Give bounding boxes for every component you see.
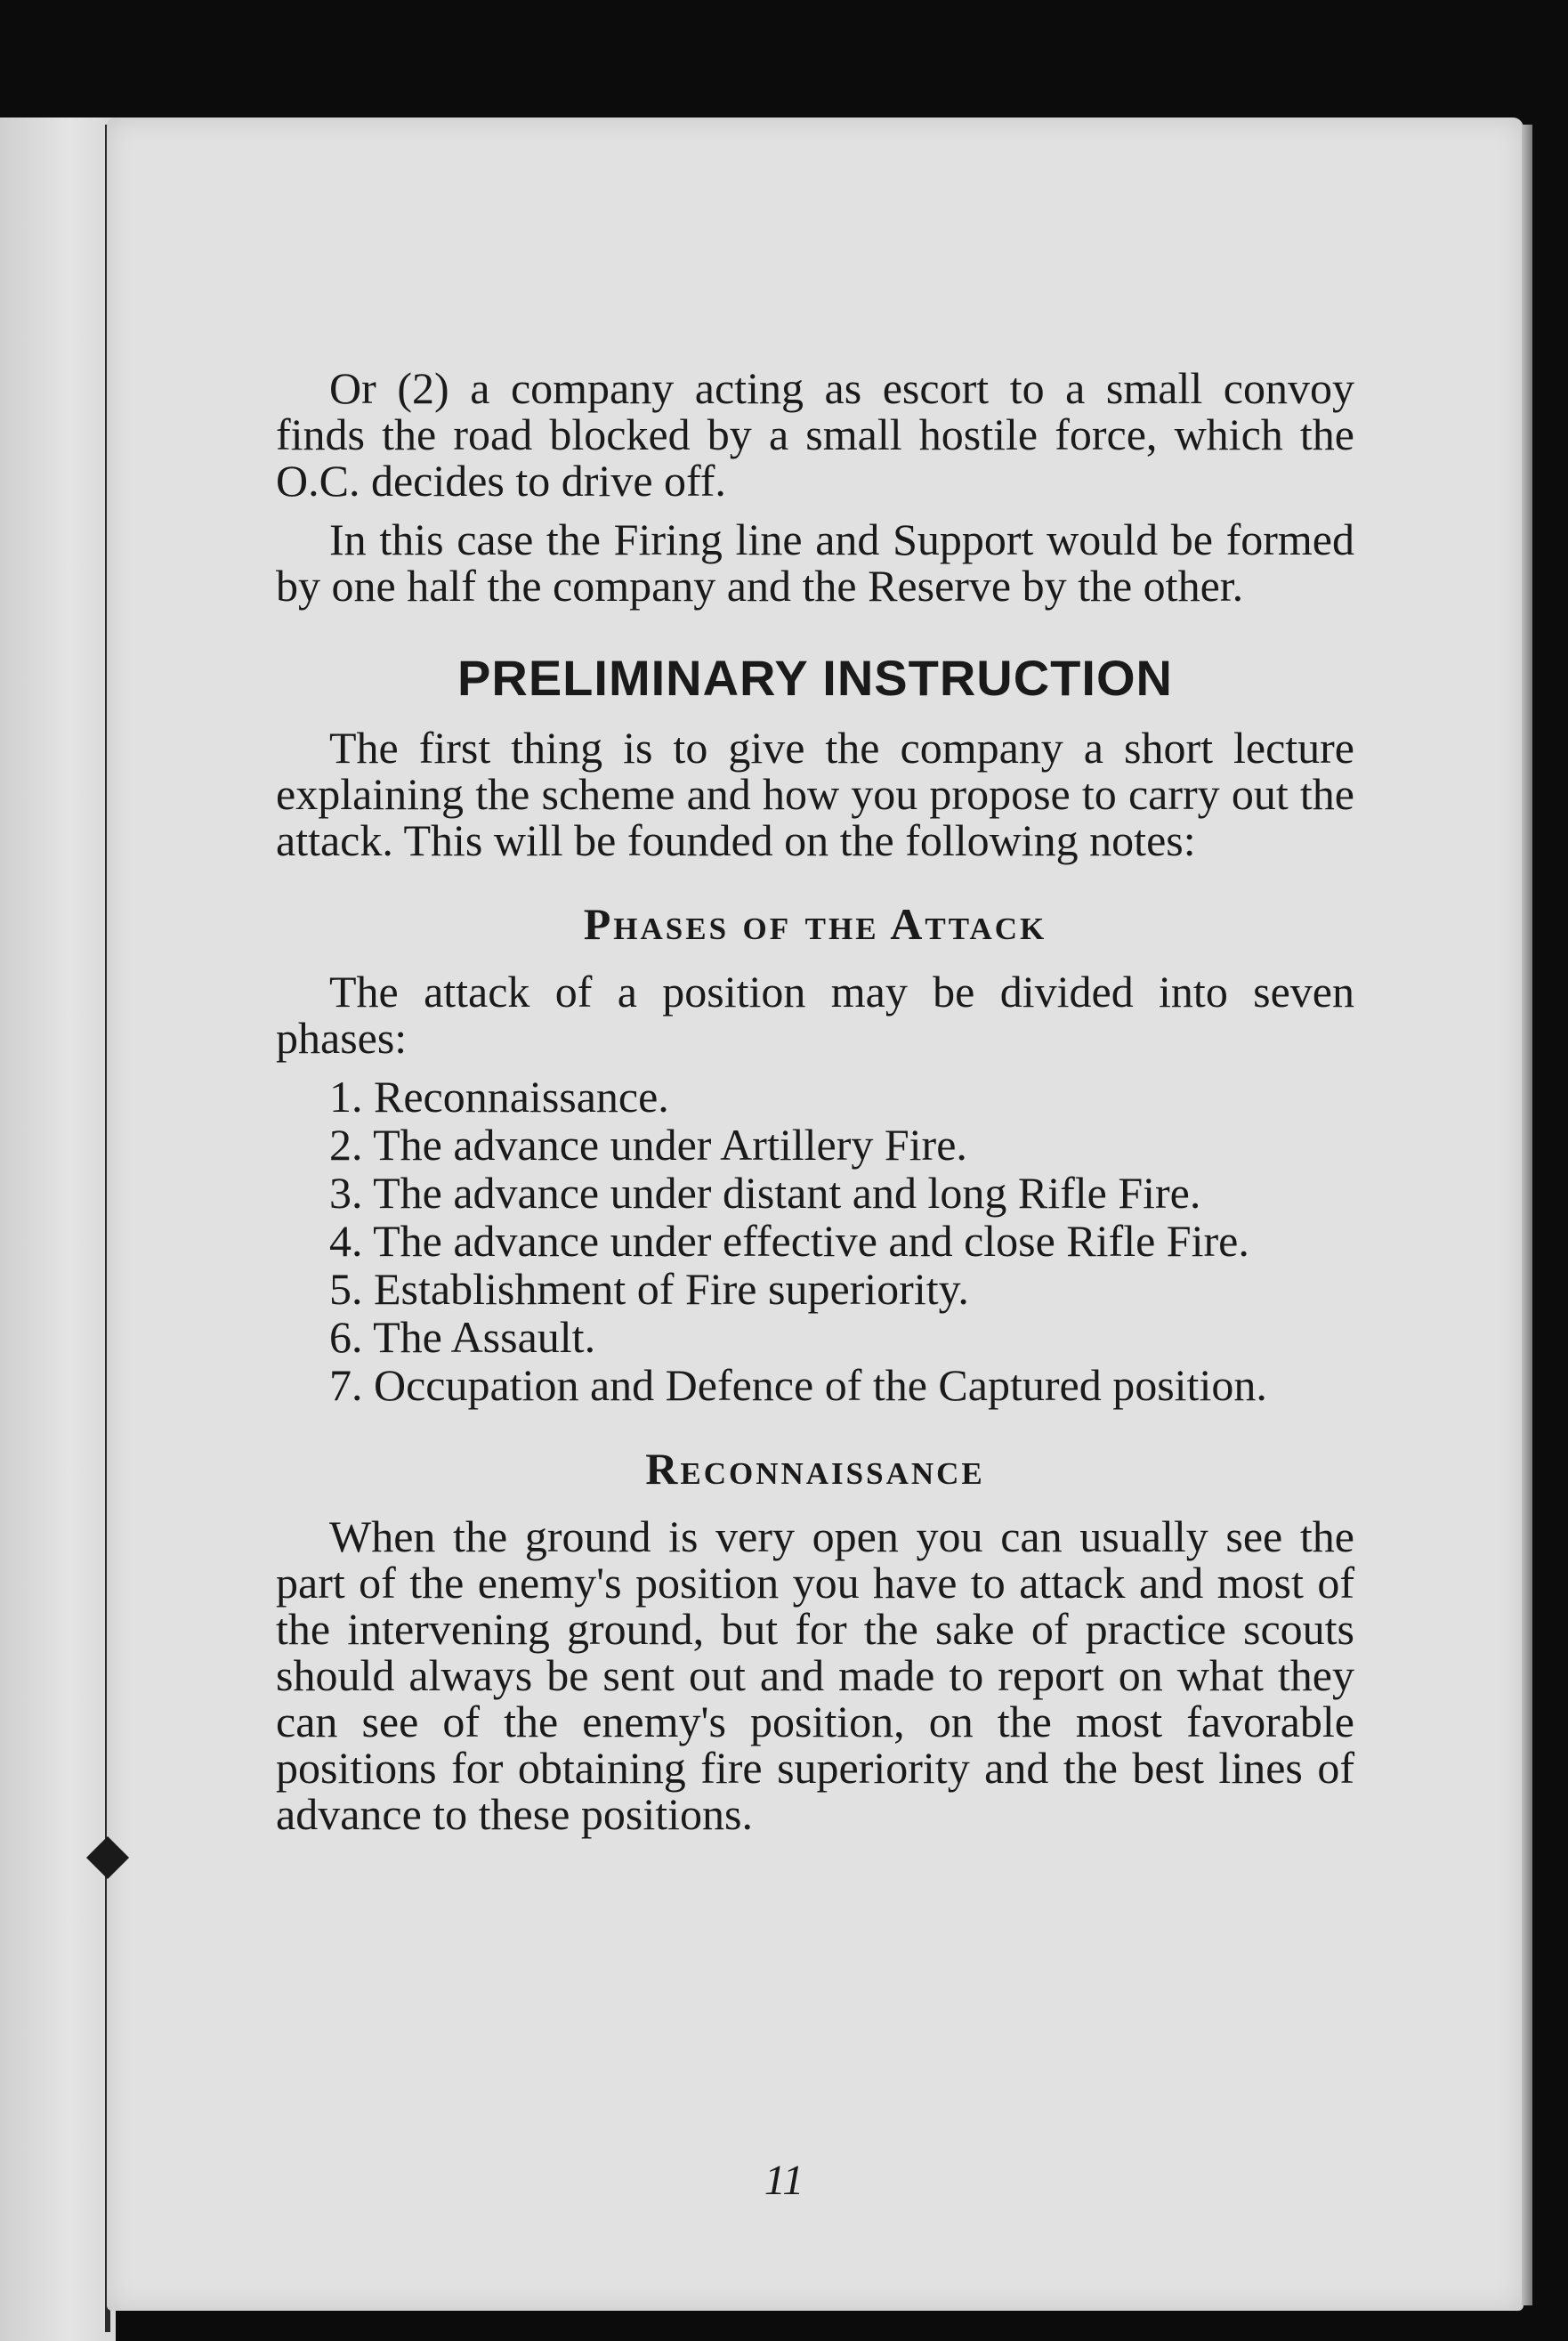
page-number: 11: [764, 2157, 804, 2204]
paragraph-reconnaissance: When the ground is very open you can usually see the part of the enemy's position you have to attack and most of the intervening ground, but for the sake of practice scouts should always be sent out and made to report on what they can see of the enemy's position, on the most favorable positions for obtaining fire superiority and the best lines of advance to these positions.: [276, 1511, 1354, 1839]
list-item: 7. Occupation and Defence of the Captured position.: [329, 1360, 1267, 1410]
paragraph-phases-intro: The attack of a position may be divided into seven phases:: [276, 967, 1354, 1063]
paragraph-convoy-case: Or (2) a company acting as escort to a small convoy finds the road blocked by a small hostile force, which the O.C. decides to drive off.: [276, 363, 1354, 506]
paragraph-intro: The first thing is to give the company a short lecture explaining the scheme and how you propose to carry out the attack. This will be founded on the following notes:: [276, 723, 1354, 865]
list-item: 2. The advance under Artillery Fire.: [329, 1120, 967, 1170]
page-content: [276, 365, 1354, 1850]
list-item: 4. The advance under effective and close Rifle Fire.: [329, 1216, 1249, 1266]
list-item: 1. Reconnaissance.: [329, 1072, 669, 1122]
list-item: 6. The Assault.: [329, 1312, 596, 1362]
list-item: 5. Establishment of Fire superiority.: [329, 1264, 969, 1314]
phase-list: [276, 1073, 1354, 1408]
recon-heading: Reconnaissance: [645, 1444, 985, 1494]
book-binding-edge: [0, 117, 116, 2341]
list-item: 3. The advance under distant and long Rifle Fire.: [329, 1168, 1201, 1218]
section-heading: PRELIMINARY INSTRUCTION: [457, 650, 1173, 706]
phases-heading: Phases of the Attack: [583, 899, 1047, 949]
paragraph-firing-line: In this case the Firing line and Support would be formed by one half the company and the Reserve by the other.: [276, 514, 1354, 611]
page-edge-shadow: [1522, 125, 1532, 2305]
